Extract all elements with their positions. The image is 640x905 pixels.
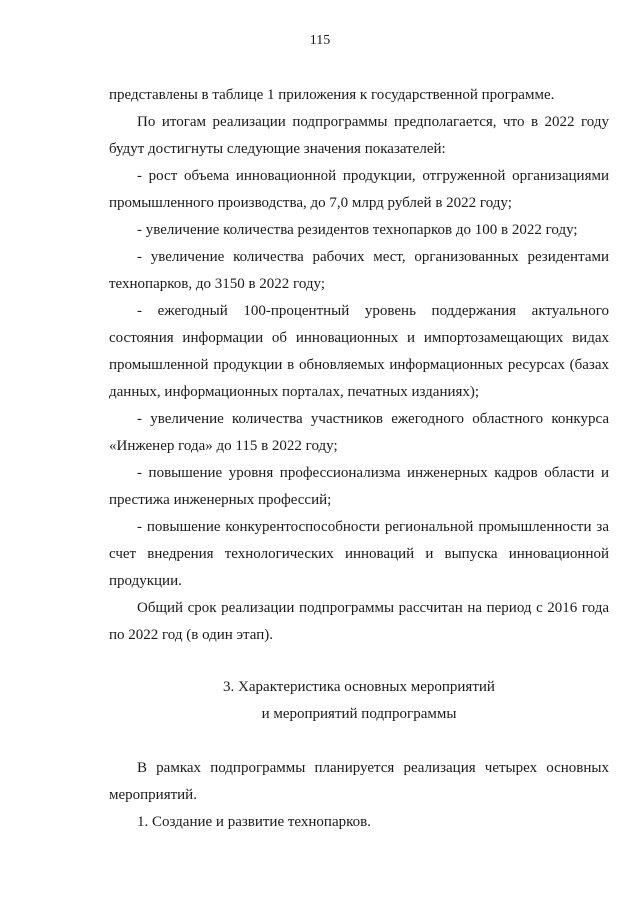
paragraph-continuation: представлены в таблице 1 приложения к государственной программе. bbox=[109, 87, 555, 103]
list-item-technopark-residents: - увеличение количества резидентов технопарков до 100 в 2022 году; bbox=[137, 222, 578, 238]
list-item-jobs: - увеличение количества рабочих мест, организованных резидентами технопарков, до 3150 в 2022 году; bbox=[109, 249, 609, 292]
section-heading-line1: 3. Характеристика основных мероприятий bbox=[223, 679, 495, 695]
list-item-innovative-products: - рост объема инновационной продукции, отгруженной организациями промышленного производства, до 7,0 млрд рублей в 2022 году; bbox=[109, 168, 609, 211]
document-body bbox=[109, 82, 609, 836]
list-item-engineer-contest: - увеличение количества участников ежегодного областного конкурса «Инженер года» до 115 в 2022 году; bbox=[109, 411, 609, 454]
spacer bbox=[109, 728, 609, 755]
page-number: 115 bbox=[309, 33, 331, 48]
paragraph-results-intro: По итогам реализации подпрограммы предполагается, что в 2022 году будут достигнуты следующие значения показателей: bbox=[109, 114, 609, 157]
paragraph-activity-1: 1. Создание и развитие технопарков. bbox=[137, 814, 371, 830]
paragraph-implementation-period: Общий срок реализации подпрограммы рассчитан на период с 2016 года по 2022 год (в один этап). bbox=[109, 600, 609, 643]
list-item-engineer-prestige: - повышение уровня профессионализма инженерных кадров области и престижа инженерных профессий; bbox=[109, 465, 609, 508]
list-item-competitiveness: - повышение конкурентоспособности региональной промышленности за счет внедрения технологических инноваций и выпуска инновационной продукции. bbox=[109, 519, 609, 589]
paragraph-main-activities: В рамках подпрограммы планируется реализация четырех основных мероприятий. bbox=[109, 760, 609, 803]
section-heading bbox=[109, 674, 609, 728]
list-item-information-resources: - ежегодный 100-процентный уровень поддержания актуального состояния информации об инновационных и импортозамещающих видах промышленной продукции в обновляемых информационных ресурсах (базах данных, информационных порталах, печатных изданиях); bbox=[109, 303, 609, 400]
section-heading-line2: и мероприятий подпрограммы bbox=[261, 706, 457, 722]
